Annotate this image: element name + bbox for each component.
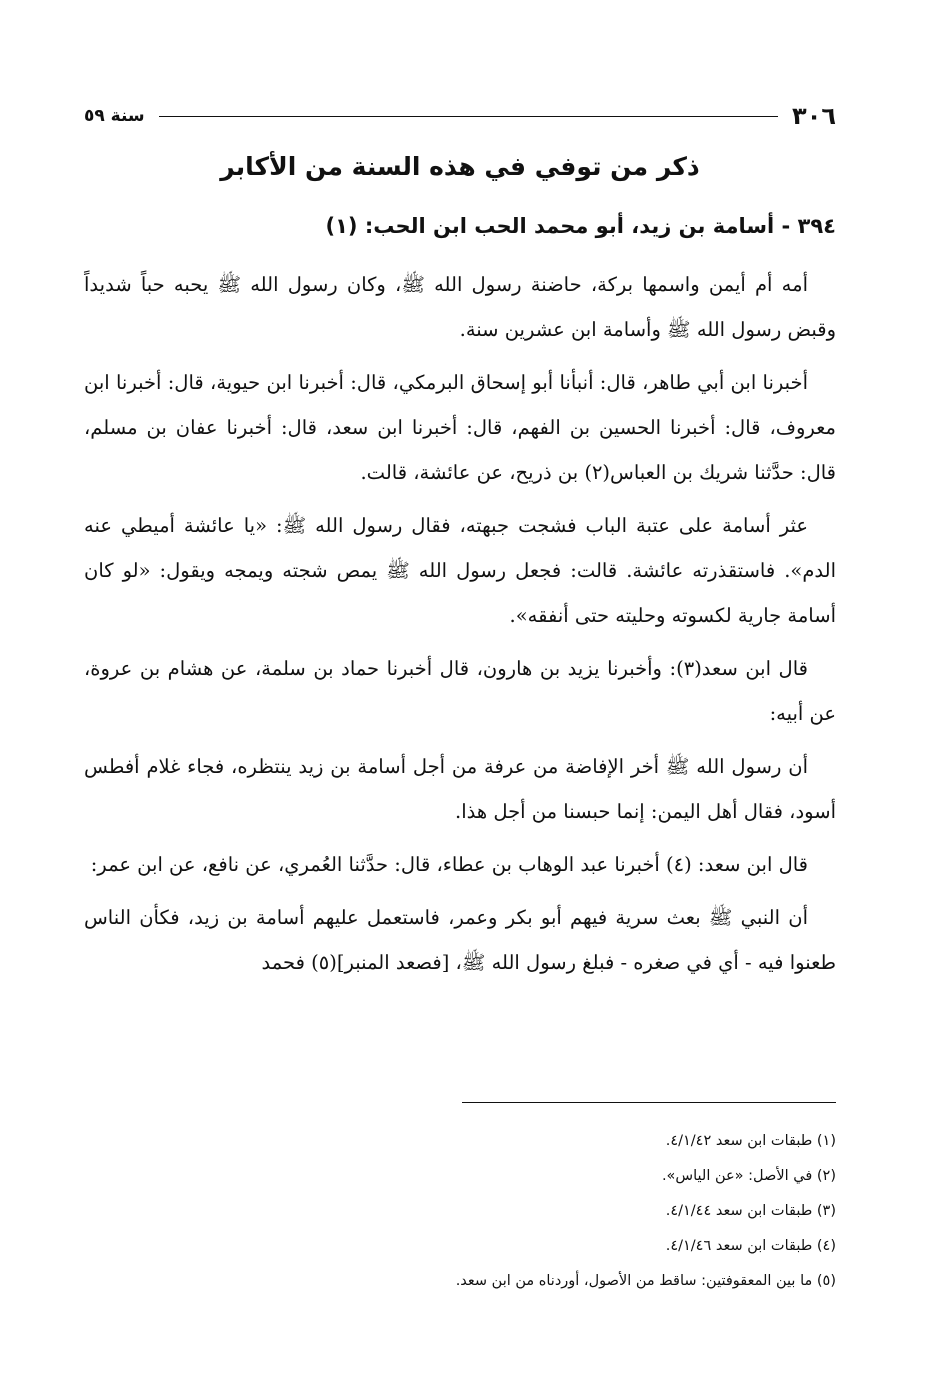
paragraph: أن النبي ﷺ بعث سرية فيهم أبو بكر وعمر، فاستعمل عليهم أسامة بن زيد، فكأن الناس طعنوا فيه - أي في صغره - فبلغ رسول الله ﷺ، [فصعد المنبر](٥) فحمد xyxy=(84,906,836,974)
footnote: (٥) ما بين المعقوفتين: ساقط من الأصول، أوردناه من ابن سعد. xyxy=(455,1273,836,1289)
paragraph: عثر أسامة على عتبة الباب فشجت جبهته، فقال رسول الله ﷺ: «يا عائشة أميطي عنه الدم». فاستقذرته عائشة. قالت: فجعل رسول الله ﷺ يمص شجته ويمجه ويقول: «لو كان أسامة جارية لكسوته وحليته حتى أنفقه». xyxy=(84,514,836,627)
footnote: (١) طبقات ابن سعد ٤/١/٤٢. xyxy=(665,1133,836,1149)
section-title: ذكر من توفي في هذه السنة من الأكابر xyxy=(220,152,700,181)
paragraph: قال ابن سعد(٣): وأخبرنا يزيد بن هارون، قال أخبرنا حماد بن سلمة، عن هشام بن عروة، عن أبيه: xyxy=(84,657,836,725)
footnote: (٣) طبقات ابن سعد ٤/١/٤٤. xyxy=(665,1203,836,1219)
header-divider xyxy=(159,116,778,117)
page-number: ٣٠٦ xyxy=(792,102,836,130)
footnote: (٤) طبقات ابن سعد ٤/١/٤٦. xyxy=(665,1238,836,1254)
body-text xyxy=(84,262,836,993)
footnote-divider xyxy=(462,1102,836,1103)
running-header-year: سنة ٥٩ xyxy=(84,106,145,126)
entry-heading: ٣٩٤ - أسامة بن زيد، أبو محمد الحب ابن الحب: (١) xyxy=(325,214,836,238)
paragraph: قال ابن سعد: (٤) أخبرنا عبد الوهاب بن عطاء، قال: حدَّثنا العُمري، عن نافع، عن ابن عمر: xyxy=(90,853,808,876)
paragraph: أن رسول الله ﷺ أخر الإفاضة من عرفة من أجل أسامة بن زيد ينتظره، فجاء غلام أفطس أسود، فقال أهل اليمن: إنما حبسنا من أجل هذا. xyxy=(84,755,836,823)
page-header xyxy=(84,96,836,136)
footnote: (٢) في الأصل: «عن الياس». xyxy=(661,1168,836,1184)
paragraph: أمه أم أيمن واسمها بركة، حاضنة رسول الله ﷺ، وكان رسول الله ﷺ يحبه حباً شديداً وقبض رسول الله ﷺ وأسامة ابن عشرين سنة. xyxy=(84,273,836,341)
paragraph: أخبرنا ابن أبي طاهر، قال: أنبأنا أبو إسحاق البرمكي، قال: أخبرنا ابن حيوية، قال: أخبرنا ابن معروف، قال: أخبرنا الحسين بن الفهم، قال: أخبرنا ابن سعد، قال: أخبرنا عفان بن مسلم، قال: حدَّثنا شريك بن العباس(٢) بن ذريح، عن عائشة، قالت. xyxy=(84,371,836,484)
footnotes-list xyxy=(84,1124,836,1299)
